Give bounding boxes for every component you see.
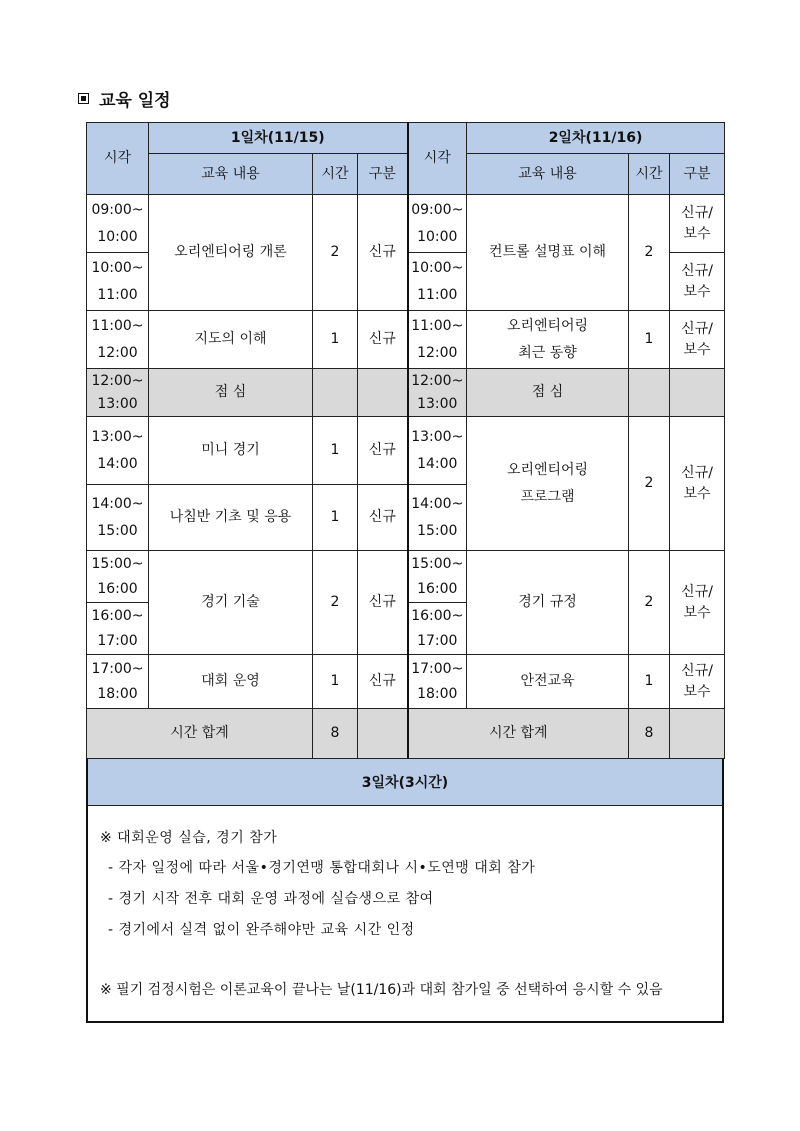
d1-item-hours: 1 (313, 655, 358, 709)
day3-note: ※ 대회운영 실습, 경기 참가 (100, 830, 278, 846)
d1-type-header: 구분 (358, 154, 408, 195)
d2-item-hours: 2 (629, 417, 670, 551)
d1-item-hours: 1 (313, 485, 358, 551)
d1-lunch-hours (313, 369, 358, 417)
d1-item-content: 대회 운영 (149, 655, 313, 709)
d2-item-type: 신규/ 보수 (670, 417, 725, 551)
d1-hours-header: 시간 (313, 154, 358, 195)
d1-time-slot: 14:00~ 15:00 (87, 485, 149, 551)
day3-section (86, 758, 724, 1023)
d1-total-type (358, 709, 408, 759)
d1-time-slot: 12:00~ 13:00 (87, 369, 149, 417)
d2-item-content: 오리엔티어링 프로그램 (467, 417, 629, 551)
d1-item-type: 신규 (358, 417, 408, 485)
d1-lunch-type (358, 369, 408, 417)
d2-item-type: 신규/ 보수 (670, 655, 725, 709)
d1-total-label: 시간 합계 (87, 709, 313, 759)
d1-item-type: 신규 (358, 311, 408, 369)
d2-item-content: 안전교육 (467, 655, 629, 709)
d2-item-type: 신규/ 보수 (670, 551, 725, 655)
d2-time-slot: 16:00~ 17:00 (408, 603, 467, 655)
d1-item-type: 신규 (358, 485, 408, 551)
day3-bullet: - 경기 시작 전후 대회 운영 과정에 실습생으로 참여 (108, 891, 434, 907)
d1-time-slot: 13:00~ 14:00 (87, 417, 149, 485)
d2-lunch-type (670, 369, 725, 417)
d1-item-content: 경기 기술 (149, 551, 313, 655)
d1-content-header: 교육 내용 (149, 154, 313, 195)
d2-total-label: 시간 합계 (408, 709, 629, 759)
d1-item-hours: 2 (313, 195, 358, 311)
d2-total-value: 8 (629, 709, 670, 759)
d1-item-content: 오리엔티어링 개론 (149, 195, 313, 311)
d2-time-slot: 12:00~ 13:00 (408, 369, 467, 417)
d2-item-content: 컨트롤 설명표 이해 (467, 195, 629, 311)
d2-item-content: 경기 규정 (467, 551, 629, 655)
d1-time-slot: 16:00~ 17:00 (87, 603, 149, 655)
exam-note: ※ 필기 검정시험은 이론교육이 끝나는 날(11/16)과 대회 참가일 중 선택하여 응시할 수 있음 (100, 982, 663, 998)
d2-item-hours: 1 (629, 311, 670, 369)
d2-type-header: 구분 (670, 154, 725, 195)
d2-item-type: 신규/ 보수 (670, 195, 725, 253)
d1-item-content: 나침반 기초 및 응용 (149, 485, 313, 551)
day1-header: 1일차(11/15) (149, 123, 408, 154)
d1-time-slot: 10:00~ 11:00 (87, 253, 149, 311)
d2-content-header: 교육 내용 (467, 154, 629, 195)
d2-time-slot: 13:00~ 14:00 (408, 417, 467, 485)
d2-time-slot: 10:00~ 11:00 (408, 253, 467, 311)
d2-total-type (670, 709, 725, 759)
d1-item-type: 신규 (358, 655, 408, 709)
section-heading (78, 86, 171, 111)
d2-time-slot: 15:00~ 16:00 (408, 551, 467, 603)
square-bullet-icon (78, 93, 89, 104)
d1-item-hours: 1 (313, 417, 358, 485)
day3-title: 3일차(3시간) (88, 759, 722, 806)
d1-total-value: 8 (313, 709, 358, 759)
d1-item-content: 지도의 이해 (149, 311, 313, 369)
d2-time-slot: 11:00~ 12:00 (408, 311, 467, 369)
d2-lunch: 점 심 (467, 369, 629, 417)
d2-time-header: 시각 (408, 123, 467, 195)
d2-time-slot: 14:00~ 15:00 (408, 485, 467, 551)
d1-time-slot: 15:00~ 16:00 (87, 551, 149, 603)
d1-item-type: 신규 (358, 551, 408, 655)
d2-lunch-hours (629, 369, 670, 417)
d1-time-slot: 11:00~ 12:00 (87, 311, 149, 369)
d1-time-header: 시각 (87, 123, 149, 195)
schedule-table (86, 122, 725, 759)
d1-item-content: 미니 경기 (149, 417, 313, 485)
d2-item-hours: 2 (629, 551, 670, 655)
d2-item-hours: 1 (629, 655, 670, 709)
d2-hours-header: 시간 (629, 154, 670, 195)
d1-time-slot: 09:00~ 10:00 (87, 195, 149, 253)
d2-time-slot: 09:00~ 10:00 (408, 195, 467, 253)
d2-time-slot: 17:00~ 18:00 (408, 655, 467, 709)
d1-item-hours: 1 (313, 311, 358, 369)
d1-item-type: 신규 (358, 195, 408, 311)
day2-header: 2일차(11/16) (467, 123, 725, 154)
heading-text: 교육 일정 (99, 91, 171, 111)
d1-item-hours: 2 (313, 551, 358, 655)
d1-time-slot: 17:00~ 18:00 (87, 655, 149, 709)
d2-item-hours: 2 (629, 195, 670, 311)
day3-bullet: - 경기에서 실격 없이 완주해야만 교육 시간 인정 (108, 922, 415, 938)
d2-item-type: 신규/ 보수 (670, 253, 725, 311)
d1-lunch: 점 심 (149, 369, 313, 417)
day3-bullet: - 각자 일정에 따라 서울•경기연맹 통합대회나 시•도연맹 대회 참가 (108, 860, 536, 876)
d2-item-content: 오리엔티어링 최근 동향 (467, 311, 629, 369)
d2-item-type: 신규/ 보수 (670, 311, 725, 369)
